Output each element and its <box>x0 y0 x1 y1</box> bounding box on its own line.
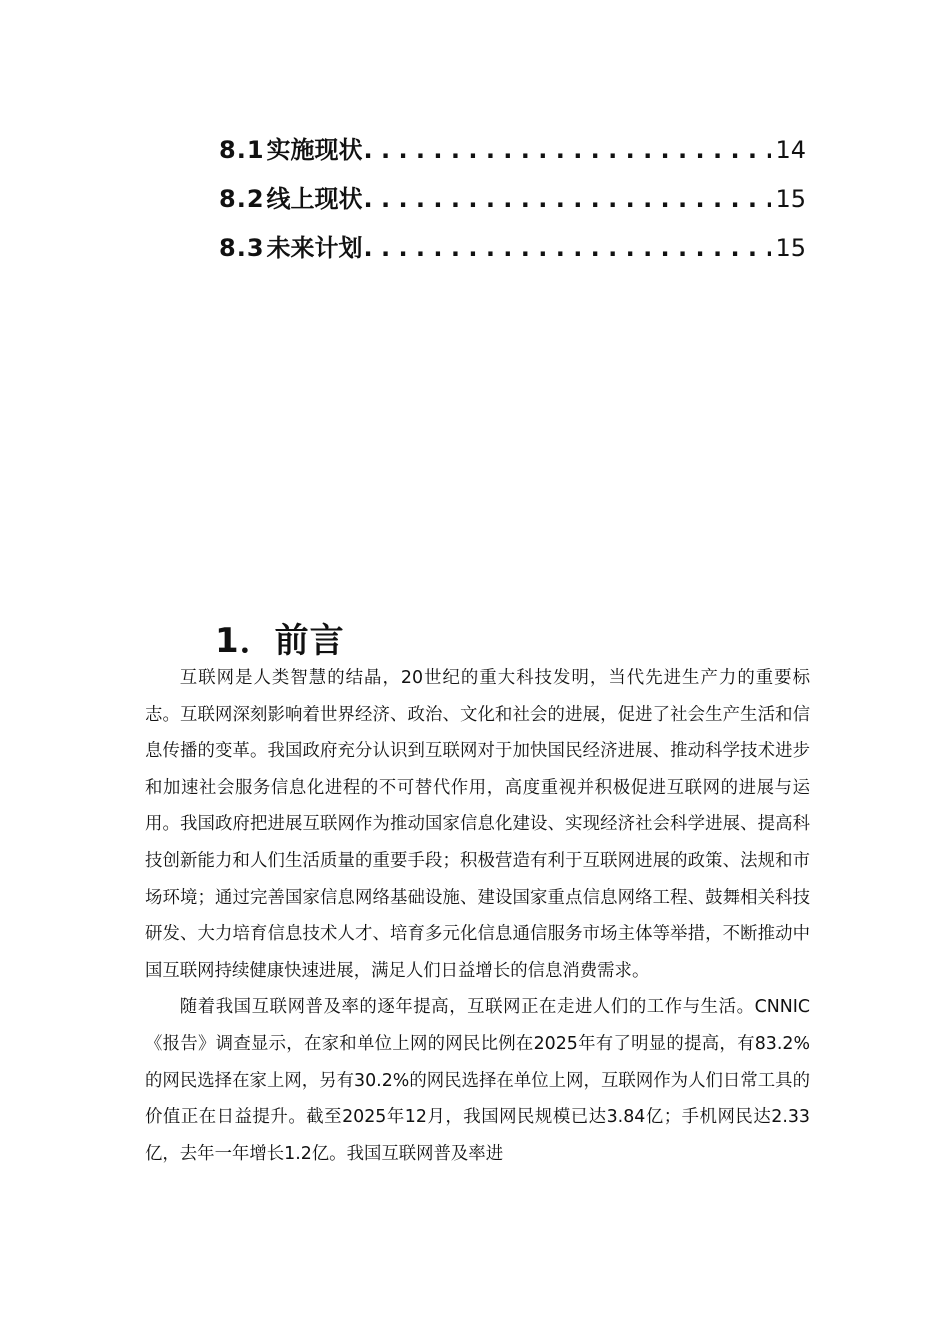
toc-entry[interactable] <box>219 226 806 275</box>
body-paragraph: 随着我国互联网普及率的逐年提高，互联网正在走进人们的工作与生活。CNNIC《报告》调查显示，在家和单位上网的网民比例在2025年有了明显的提高，有83.2%的网民选择在家上网，另有30.2%的网民选择在单位上网，互联网作为人们日常工具的价值正在日益提升。截至2025年12月，我国网民规模已达3.84亿；手机网民达2.33亿，去年一年增长1.2亿。我国互联网普及率进 <box>145 997 810 1164</box>
section-body <box>145 660 810 1172</box>
section-heading: 1．前言 <box>215 620 345 661</box>
body-paragraph: 互联网是人类智慧的结晶，20世纪的重大科技发明，当代先进生产力的重要标志。互联网深刻影响着世界经济、政治、文化和社会的进展，促进了社会生产生活和信息传播的变革。我国政府充分认识到互联网对于加快国民经济进展、推动科学技术进步和加速社会服务信息化进程的不可替代作用，高度重视并积极促进互联网的进展与运用。我国政府把进展互联网作为推动国家信息化建设、实现经济社会科学进展、提高科技创新能力和人们生活质量的重要手段；积极营造有利于互联网进展的政策、法规和市场环境；通过完善国家信息网络基础设施、建设国家重点信息网络工程、鼓舞相关科技研发、大力培育信息技术人才、培育多元化信息通信服务市场主体等举措，不断推动中国互联网持续健康快速进展，满足人们日益增长的信息消费需求。 <box>145 668 810 981</box>
toc-entry[interactable] <box>219 177 806 226</box>
toc-entry-number: 8.3 <box>219 234 265 262</box>
toc-entry-title: 线上现状 <box>266 185 363 213</box>
table-of-contents <box>219 128 806 275</box>
toc-entry-page: 15 <box>775 234 806 262</box>
toc-entry[interactable] <box>219 128 806 177</box>
toc-entry-number: 8.2 <box>219 185 265 213</box>
toc-entry-title: 未来计划 <box>266 234 363 262</box>
toc-entry-title: 实施现状 <box>266 136 363 164</box>
toc-dot-leader <box>364 226 772 271</box>
toc-entry-number: 8.1 <box>219 136 265 164</box>
toc-entry-page: 15 <box>775 185 806 213</box>
toc-entry-page: 14 <box>775 136 806 164</box>
toc-dot-leader <box>364 177 772 222</box>
toc-dot-leader <box>364 128 772 173</box>
